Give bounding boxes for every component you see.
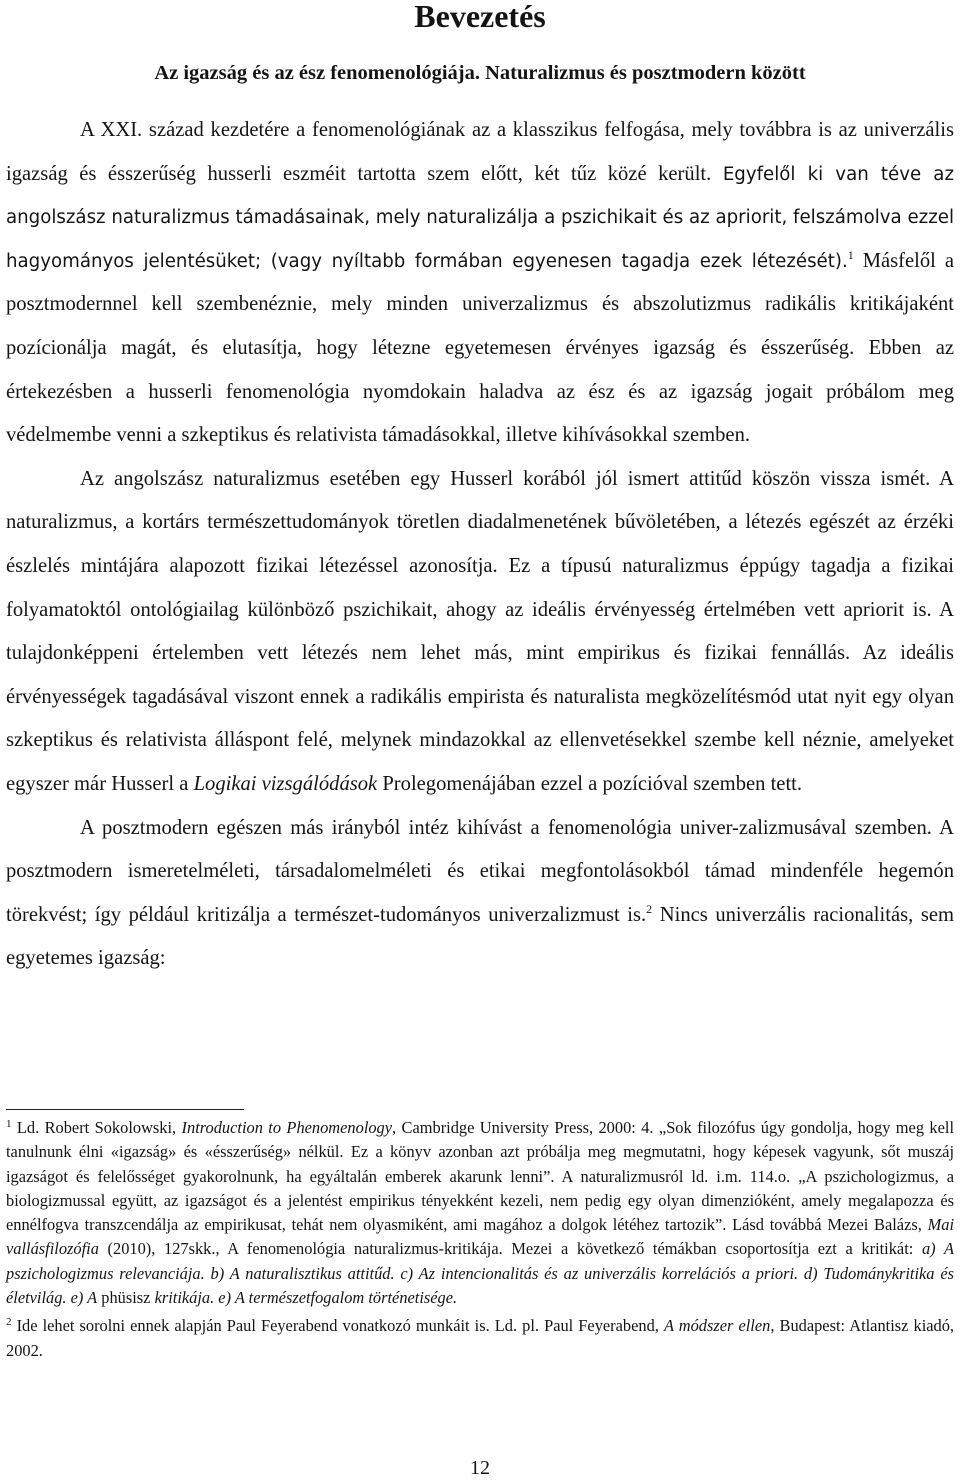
footnote-2 bbox=[6, 1314, 954, 1363]
footnote-1-number: 1 bbox=[6, 1118, 12, 1130]
footnote-1-book2: Mai vallásfilozófia bbox=[6, 1215, 954, 1259]
paragraph-1-rest: Másfelől a posztmodernnel kell szembenéznie, mely minden univerzalizmus és abszolutizmus radikális kritikájaként pozícionálja magát, és elutasítja, hogy létezne egyetemesen érvényes igazság és ésszerűség. Ebben az értekezésben a husserli fenomenológia nyomdokain haladva az ész és az igazság jogait próbálom meg védelmembe venni a szkeptikus és relativista támadásokkal, illetve kihívásokkal szemben. bbox=[6, 249, 954, 447]
footnote-separator bbox=[6, 1109, 244, 1110]
paragraph-3-end: Nincs univerzális racionalitás, sem egyetemes igazság: bbox=[6, 903, 955, 970]
footnote-2-number: 2 bbox=[6, 1316, 12, 1329]
paragraph-2-end: Prolegomenájában ezzel a pozícióval szemben tett. bbox=[377, 772, 803, 795]
footnote-1-text-b: , Cambridge University Press, 2000: 4. „Sok filozófus úgy gondolja, hogy meg kell tanulnunk élni «igazság» és «ésszerűség» nélkül. Ez a könyv azonban azt próbálja meg megmutatni, hogy képesek vagyunk, sőt muszáj igazságot és felelősséget gyakorolnunk, ha egyáltalán emberek akarunk lenni”. A naturalizmusról ld. i.m. 114.o. „A pszichologizmus, a biologizmussal együtt, az igazságot és a jelentést empirikus tényekként kezeli, nem pedig egy olyan dimenzióként, amely megalapozza és ennélfogva transzcendálja az empirikusat, tehát nem olyasmiként, ami magához a dolgok létéhez tartozik”. Lásd továbbá Mezei Balázs, bbox=[6, 1118, 954, 1235]
page-number: 12 bbox=[470, 1457, 490, 1479]
paragraph-3 bbox=[6, 807, 954, 981]
footnotes bbox=[6, 1116, 954, 1367]
footnote-1-topics-end: kritikája. e) A természetfogalom történetisége. bbox=[154, 1288, 458, 1308]
footnote-1-text-a: Ld. Robert Sokolowski, bbox=[11, 1118, 182, 1137]
footnote-1-text-c: (2010), 127skk., A fenomenológia naturalizmus-kritikája. Mezei a következő témákban csoportosítja ezt a kritikát: bbox=[98, 1239, 922, 1259]
footnote-2-text-b: , Budapest: Atlantisz kiadó, 2002. bbox=[6, 1316, 955, 1360]
body-text bbox=[6, 109, 954, 981]
paragraph-3-text: A posztmodern egészen más irányból intéz kihívást a fenomenológia univer-zalizmusával szemben. A posztmodern ismeretelméleti, társadalomelméleti és etikai megfontolásokból támad mindenféle hegemón törekvést; így például kritizálja a természet-tudományos univerzalizmust is. bbox=[6, 816, 954, 926]
paragraph-2 bbox=[6, 458, 954, 807]
paragraph-1-naturalism-sentence: Egyfelől ki van téve az angolszász naturalizmus támadásainak, mely naturalizálja a pszichikait és az apriorit, felszámolva ezzel hagyományos jelentésüket; (vagy nyíltabb formában egyenesen tagadja ezek létezését). bbox=[6, 163, 954, 272]
footnote-1-text-d: phüsisz bbox=[97, 1288, 155, 1308]
footnote-2-text-a: Ide lehet sorolni ennek alapján Paul Feyerabend vonatkozó munkáit is. Ld. pl. Paul Feyerabend, bbox=[11, 1316, 664, 1336]
paragraph-1 bbox=[6, 109, 954, 458]
paragraph-1-opening: A XXI. század kezdetére a fenomenológiának az a klasszikus felfogása, mely továbbra is az univerzális igazság és ésszerűség husserli eszméit tartotta szem előtt, két tűz közé került. bbox=[6, 119, 954, 185]
footnote-1 bbox=[6, 1116, 954, 1310]
paragraph-2-text: Az angolszász naturalizmus esetében egy Husserl korából jól ismert attitűd köszön vissza ismét. A naturalizmus, a kortárs természettudományok töretlen diadalmenetének bűvöletében, a létezés egészét az érzéki észlelés mintájára alapozott fizikai létezéssel azonosítja. Ez a típusú naturalizmus éppúgy tagadja a fizikai folyamatoktól ontológiailag különböző pszichikait, ahogy az ideális érvényesség értelmében vett apriorit is. A tulajdonképpeni értelemben vett létezés nem lehet más, mint empirikus és fizikai fennállás. Az ideális érvényességek tagadásával viszont ennek a radikális empirista és naturalista megközelítésmód utat nyit egy olyan szkeptikus és relativista álláspont felé, melynek mindazokkal az ellenvetésekkel szembe kell néznie, amelyeket egyszer már Husserl a bbox=[6, 467, 954, 795]
chapter-subtitle: Az igazság és az ész fenomenológiája. Naturalizmus és posztmodern között bbox=[154, 62, 806, 84]
footnote-1-book: Introduction to Phenomenology bbox=[181, 1118, 393, 1137]
chapter-title: Bevezetés bbox=[414, 0, 546, 34]
footnote-ref-2: 2 bbox=[646, 901, 653, 916]
footnote-2-book: A módszer ellen bbox=[663, 1316, 771, 1336]
footnote-1-topics: a) A pszichologizmus relevanciája. b) A naturalisztikus attitűd. c) Az intencionalitás és az univerzális korrelációs a priori. d) Tudománykritika és életvilág. e) A bbox=[6, 1239, 954, 1308]
footnote-ref-1: 1 bbox=[847, 247, 854, 262]
book-title-logikai: Logikai vizsgálódások bbox=[193, 772, 378, 795]
